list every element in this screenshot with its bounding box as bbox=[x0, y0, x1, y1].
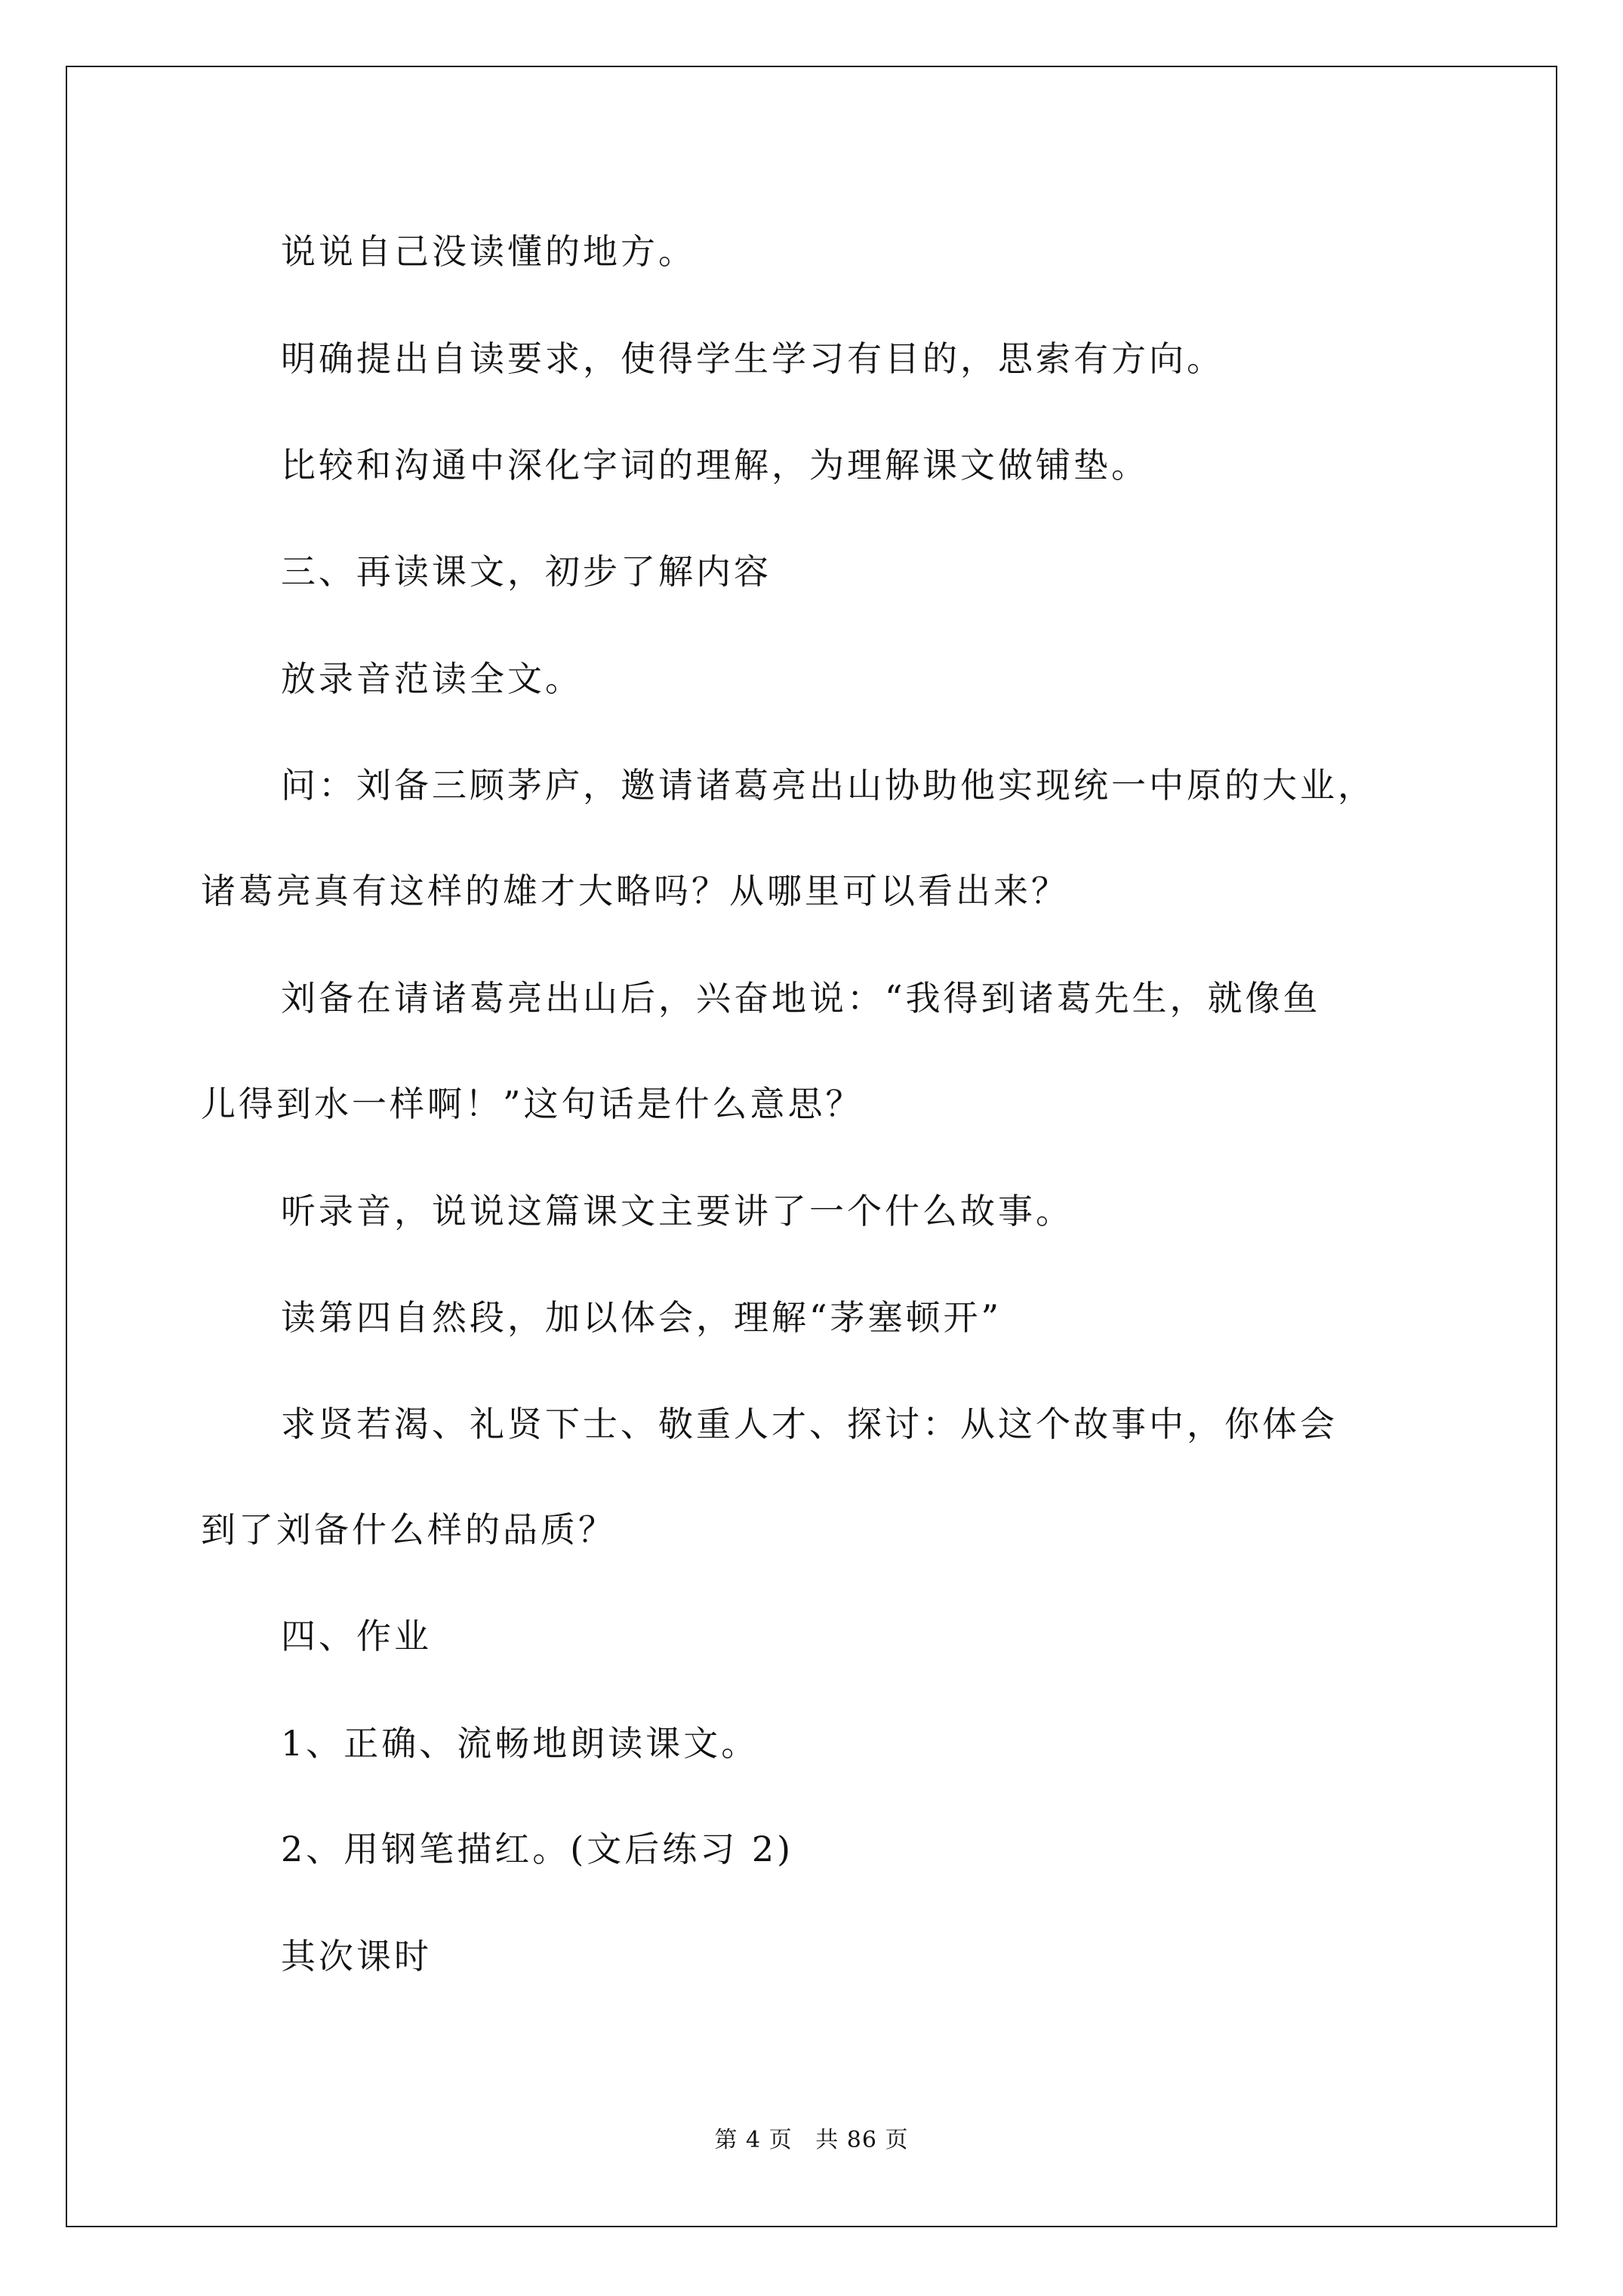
page-number: 第 4 页 bbox=[714, 2127, 793, 2153]
paragraph-line: 说说自己没读懂的地方。 bbox=[281, 231, 696, 272]
paragraph-line: 求贤若渴、礼贤下士、敬重人才、探讨：从这个故事中，你体会 bbox=[281, 1404, 1338, 1444]
paragraph-line: 问：刘备三顾茅庐，邀请诸葛亮出山协助他实现统一中原的大业， bbox=[281, 765, 1375, 806]
section-heading: 其次课时 bbox=[281, 1936, 432, 1977]
paragraph-line: 比较和沟通中深化字词的理解，为理解课文做铺垫。 bbox=[281, 445, 1149, 485]
list-item: 1、正确、流畅地朗读课文。 bbox=[281, 1723, 759, 1764]
section-heading: 四、作业 bbox=[281, 1616, 432, 1657]
list-item: 2、用钢笔描红。(文后练习 2) bbox=[281, 1829, 794, 1869]
paragraph-line: 读第四自然段，加以体会，理解“茅塞顿开” bbox=[281, 1297, 1002, 1338]
paragraph-line: 听录音，说说这篇课文主要讲了一个什么故事。 bbox=[281, 1191, 1073, 1231]
page-total: 共 86 页 bbox=[815, 2127, 909, 2153]
paragraph-line: 刘备在请诸葛亮出山后，兴奋地说：“我得到诸葛先生，就像鱼 bbox=[281, 978, 1321, 1019]
paragraph-line: 放录音范读全文。 bbox=[281, 658, 583, 699]
paragraph-line: 诸葛亮真有这样的雄才大略吗？从哪里可以看出来？ bbox=[201, 871, 1069, 911]
paragraph-line: 儿得到水一样啊！”这句话是什么意思？ bbox=[201, 1083, 864, 1124]
page-border bbox=[66, 66, 1557, 2227]
paragraph-line: 明确提出自读要求，使得学生学习有目的，思索有方向。 bbox=[281, 338, 1224, 379]
page-footer bbox=[0, 2127, 1623, 2154]
section-heading: 三、再读课文，初步了解内容 bbox=[281, 551, 771, 592]
paragraph-line: 到了刘备什么样的品质？ bbox=[201, 1509, 616, 1550]
